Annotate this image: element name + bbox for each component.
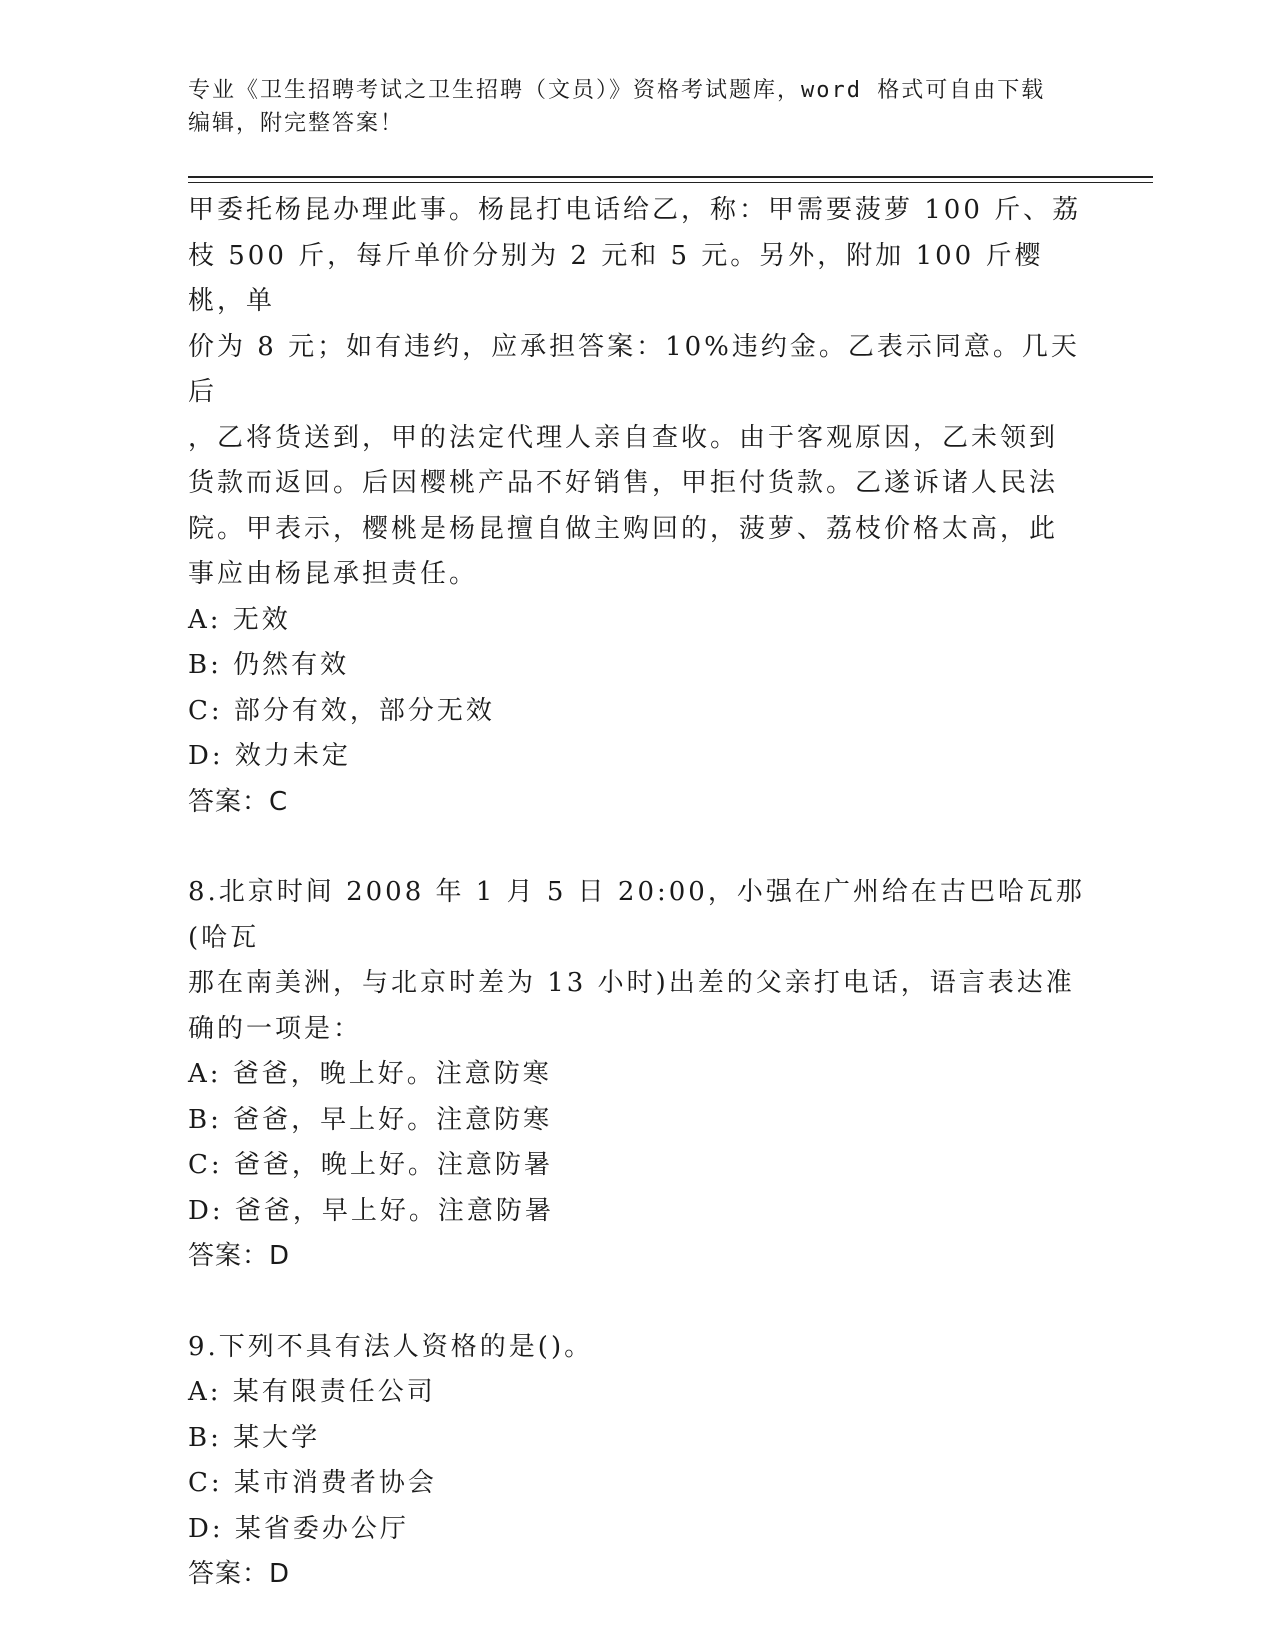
option-a: A: 无效 — [188, 604, 291, 635]
answer-line: 答案：C — [188, 786, 289, 817]
question-text: 8.北京时间 2008 年 1 月 5 日 20:00，小强在广州给在古巴哈瓦那(哈瓦 — [188, 877, 1085, 953]
question-text: 确的一项是： — [188, 1013, 363, 1044]
question-text: 那在南美洲，与北京时差为 13 小时)出差的父亲打电话，语言表达准 — [188, 968, 1075, 998]
question-text: 院。甲表示，樱桃是杨昆擅自做主购回的，菠萝、荔枝价格太高，此 — [188, 513, 1059, 544]
option-a: A: 爸爸，晚上好。注意防寒 — [188, 1059, 552, 1089]
option-c: C: 爸爸，晚上好。注意防暑 — [188, 1150, 553, 1180]
question-8 — [188, 870, 1088, 1280]
question-7 — [188, 188, 1088, 825]
header-line-2: 编辑，附完整答案！ — [188, 111, 405, 136]
question-text: 价为 8 元；如有违约，应承担答案：10%违约金。乙表示同意。几天后 — [188, 331, 1080, 407]
option-b: B: 仍然有效 — [188, 650, 350, 680]
header-line-1: 专业《卫生招聘考试之卫生招聘（文员）》资格考试题库，word 格式可自由下载 — [188, 78, 1046, 103]
document-header — [188, 74, 1088, 140]
option-d: D: 效力未定 — [188, 741, 351, 771]
option-a: A: 某有限责任公司 — [188, 1377, 436, 1407]
option-c: C: 部分有效，部分无效 — [188, 695, 495, 726]
question-9 — [188, 1325, 1088, 1598]
question-text: 货款而返回。后因樱桃产品不好销售，甲拒付货款。乙遂诉诸人民法 — [188, 468, 1059, 498]
option-b: B: 爸爸，早上好。注意防寒 — [188, 1104, 553, 1135]
question-text: 枝 500 斤，每斤单价分别为 2 元和 5 元。另外，附加 100 斤樱桃，单 — [188, 240, 1044, 316]
question-text: ，乙将货送到，甲的法定代理人亲自查收。由于客观原因，乙未领到 — [188, 422, 1059, 453]
answer-line: 答案：D — [188, 1241, 291, 1271]
header-rule-thick — [188, 176, 1153, 178]
question-text: 事应由杨昆承担责任。 — [188, 559, 479, 589]
option-d: D: 爸爸，早上好。注意防暑 — [188, 1195, 554, 1226]
option-c: C: 某市消费者协会 — [188, 1468, 437, 1498]
option-d: D: 某省委办公厅 — [188, 1513, 409, 1544]
document-body — [188, 188, 1088, 1598]
question-text: 9.下列不具有法人资格的是()。 — [188, 1331, 594, 1362]
question-text: 甲委托杨昆办理此事。杨昆打电话给乙，称：甲需要菠萝 100 斤、荔 — [188, 195, 1082, 225]
answer-line: 答案：D — [188, 1559, 291, 1589]
option-b: B: 某大学 — [188, 1422, 321, 1453]
header-rule-thin — [188, 182, 1153, 183]
